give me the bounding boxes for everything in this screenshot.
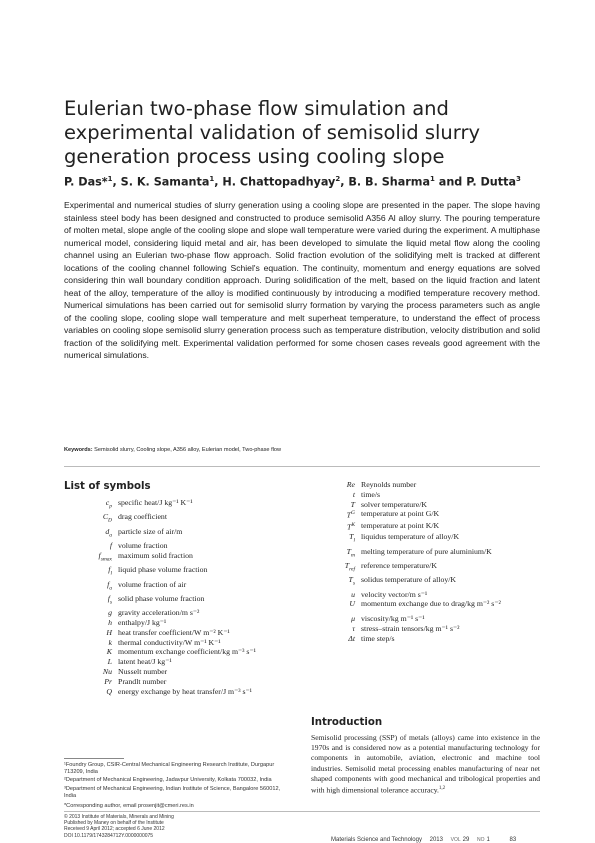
symbol-row bbox=[64, 580, 292, 594]
symbol-row bbox=[64, 667, 292, 677]
symbol-row bbox=[311, 490, 540, 500]
symbol-definition: viscosity/kg m⁻¹ s⁻¹ bbox=[361, 614, 425, 624]
symbol-definition: energy exchange by heat transfer/J m⁻³ s⁻¹ bbox=[118, 686, 253, 696]
symbol-definition: maximum solid fraction bbox=[118, 550, 193, 560]
symbol-definition: velocity vector/m s⁻¹ bbox=[361, 589, 428, 599]
abstract: Experimental and numerical studies of slurry generation using a cooling slope are presented in the paper. The slope having stainless steel body has been designed and constructed to produce semisolid A356 Al alloy slurry. The pouring temperature of molten metal, slope angle of the cooling slope and slope wall temperature were varied during the experiment. A multiphase numerical model, considering liquid metal and air, has been developed to simulate the liquid metal flow along the cooling channel using an Eulerian two-phase flow approach. Solid fraction evolution of the solidifying melt is tracked at different locations of the cooling channel following Schiel's equation. The continuity, momentum and energy equations are solved considering thin wall boundary condition approach. During solidification of the melt, based on the liquid fraction and latent heat of the alloy, temperature of the alloy is modified continuously by introducing a modified temperature recovery method. Numerical simulations has been carried out for semisolid slurry formation by varying the process parameters such as angle of the cooling slope, cooling slope wall temperature and melt superheat temperature, to understand the effect of process variables on cooling slope semisolid slurry generation process such as temperature distribution, velocity distribution and solid fraction of the solidifying melt. Experimental validation performed for some chosen cases reveals good agreement with the numerical simulations. bbox=[64, 200, 540, 360]
publisher-line: Published by Maney on behalf of the Institute bbox=[64, 820, 164, 827]
copyright-line: © 2013 Institute of Materials, Minerals and Mining bbox=[64, 814, 174, 820]
symbol-definition: latent heat/J kg⁻¹ bbox=[118, 657, 172, 667]
symbol-definition: temperature at point G/K bbox=[361, 509, 440, 519]
footer-rule bbox=[64, 811, 540, 812]
symbol-row bbox=[311, 624, 540, 634]
author-name: H. Chattopadhyay bbox=[222, 175, 336, 189]
symbol: t bbox=[352, 489, 355, 499]
symbol-row bbox=[64, 551, 292, 565]
symbol: T bbox=[350, 499, 355, 509]
journal-name: Materials Science and Technology bbox=[331, 837, 422, 843]
symbol-row bbox=[311, 509, 540, 520]
symbol-definition: solid phase volume fraction bbox=[118, 593, 205, 603]
volume-label: VOL bbox=[450, 837, 461, 843]
symbol: $C_D$ bbox=[102, 512, 112, 524]
symbol-definition: solidus temperature of alloy/K bbox=[361, 575, 457, 585]
symbol-definition: time/s bbox=[361, 489, 381, 499]
symbol-row bbox=[311, 599, 540, 609]
author-affiliation-mark: 3 bbox=[516, 175, 521, 183]
symbol-row bbox=[311, 532, 540, 546]
symbols-list-right bbox=[311, 480, 540, 644]
symbol-row bbox=[64, 541, 292, 551]
symbol-row bbox=[64, 677, 292, 687]
copyright-block bbox=[64, 814, 304, 839]
symbol-definition: momentum exchange due to drag/kg m⁻² s⁻² bbox=[361, 599, 501, 609]
symbol: τ bbox=[352, 623, 355, 633]
corresponding-author: *Corresponding author, email prosenjit@cmeri.res.in bbox=[64, 803, 194, 810]
affiliation-footnotes bbox=[64, 762, 292, 811]
symbol-definition: time step/s bbox=[361, 633, 395, 643]
journal-year: 2013 bbox=[429, 837, 443, 843]
symbol-definition: gravity acceleration/m s⁻² bbox=[118, 608, 200, 618]
symbol-row bbox=[64, 628, 292, 638]
symbol-definition: Nusselt number bbox=[118, 666, 168, 676]
symbol: $c_p$ bbox=[105, 498, 112, 510]
doi-line: DOI 10.1179/1743284712Y.0000000075 bbox=[64, 832, 154, 839]
symbol-definition: solver temperature/K bbox=[361, 499, 428, 509]
symbol-row bbox=[311, 521, 540, 532]
symbol: $f_s$ bbox=[107, 593, 112, 606]
author-name: B. B. Sharma bbox=[348, 175, 431, 189]
symbol: Δt bbox=[348, 633, 355, 643]
footnote: ¹Foundry Group, CSIR-Central Mechanical Engineering Research Institute, Durgapur 713209, India bbox=[64, 762, 275, 776]
symbol-definition: Reynolds number bbox=[361, 480, 417, 489]
symbol-row bbox=[311, 500, 540, 510]
page-number: 83 bbox=[509, 837, 517, 843]
symbol: $T_m$ bbox=[346, 546, 355, 559]
symbol-definition: melting temperature of pure aluminium/K bbox=[361, 546, 492, 556]
symbol: U bbox=[349, 599, 355, 609]
issue-number: 1 bbox=[486, 837, 490, 843]
symbol-row bbox=[311, 575, 540, 589]
symbol: g bbox=[108, 608, 112, 618]
symbols-list-left bbox=[64, 498, 292, 696]
symbol-definition: volume fraction of air bbox=[118, 579, 187, 589]
symbol: $T_{ref}$ bbox=[344, 560, 355, 573]
introduction-citation: 1,2 bbox=[438, 786, 446, 792]
received-line: Received 9 April 2012; accepted 6 June 2012 bbox=[64, 826, 165, 833]
symbol-definition: particle size of air/m bbox=[118, 526, 183, 536]
symbol-definition: reference temperature/K bbox=[361, 560, 437, 570]
symbol-row bbox=[64, 638, 292, 648]
introduction-body: Semisolid processing (SSP) of metals (alloys) came into existence in the 1970s and is considered now as a potential manufacturing technology for components in automobile, aviation, electronic and machine tool industries. Semisolid metal processing enables manufacturing of near net shaped components with good mechanical and tribological properties and with high dimensional tolerance accuracy. bbox=[311, 733, 540, 795]
footnote-rule bbox=[64, 758, 124, 759]
footnote: ²Department of Mechanical Engineering, Jadavpur University, Kolkata 700032, India bbox=[64, 777, 272, 784]
symbol: k bbox=[108, 637, 112, 647]
author-name: P. Das* bbox=[64, 175, 108, 189]
symbol: $f_l$ bbox=[108, 565, 112, 577]
symbol: Nu bbox=[102, 666, 112, 676]
symbol: Pr bbox=[104, 676, 112, 686]
symbol: $T_s$ bbox=[348, 575, 355, 587]
symbol: Re bbox=[346, 480, 355, 489]
symbol-row bbox=[64, 657, 292, 667]
volume-number: 29 bbox=[462, 837, 470, 843]
symbol-definition: temperature at point K/K bbox=[361, 520, 440, 530]
symbol-definition: liquidus temperature of alloy/K bbox=[361, 532, 460, 542]
symbol-row bbox=[64, 618, 292, 628]
author-affiliation-mark: 2 bbox=[335, 175, 341, 183]
symbol-row bbox=[311, 634, 540, 644]
symbol-row bbox=[311, 561, 540, 575]
symbol: $d_a$ bbox=[105, 526, 112, 539]
symbol-definition: specific heat/J kg⁻¹ K⁻¹ bbox=[118, 498, 193, 507]
symbol: u bbox=[351, 589, 355, 599]
author-name: P. Dutta bbox=[466, 175, 516, 189]
symbol-row bbox=[64, 565, 292, 579]
symbol-definition: Prandlt number bbox=[118, 676, 167, 686]
symbol-definition: heat transfer coefficient/W m⁻² K⁻¹ bbox=[118, 627, 230, 637]
introduction-heading: Introduction bbox=[311, 717, 383, 728]
symbol-row bbox=[64, 498, 292, 512]
symbol-definition: momentum exchange coefficient/kg m⁻³ s⁻¹ bbox=[118, 647, 256, 657]
symbol: K bbox=[106, 647, 112, 657]
symbol: Q bbox=[106, 686, 112, 696]
journal-footer bbox=[331, 837, 522, 843]
author-affiliation-mark: 1 bbox=[430, 175, 435, 183]
symbol: $T^K$ bbox=[346, 521, 355, 532]
symbol: μ bbox=[351, 614, 355, 624]
symbol: H bbox=[106, 627, 112, 637]
author-name: S. K. Samanta bbox=[120, 175, 210, 189]
symbol-definition: stress–strain tensors/kg m⁻¹ s⁻² bbox=[361, 623, 460, 633]
symbol-row bbox=[311, 590, 540, 600]
keywords bbox=[64, 447, 540, 453]
symbol-row bbox=[64, 608, 292, 618]
symbol: $f_{smax}$ bbox=[98, 550, 112, 563]
symbol-definition: volume fraction bbox=[118, 541, 168, 551]
symbol-definition: drag coefficient bbox=[118, 512, 167, 522]
introduction-text bbox=[311, 733, 540, 796]
paper-title: Eulerian two-phase flow simulation and experimental validation of semisolid slurry generation process using cooling slope bbox=[64, 97, 481, 169]
symbol: h bbox=[108, 618, 112, 627]
symbol-row bbox=[64, 647, 292, 657]
issue-label: NO bbox=[477, 837, 485, 843]
keywords-label: Keywords: bbox=[64, 447, 93, 453]
symbol-definition: liquid phase volume fraction bbox=[118, 565, 208, 575]
footnote: ³Department of Mechanical Engineering, Indian Institute of Science, Bangalore 560012, India bbox=[64, 785, 281, 799]
author-affiliation-mark: 1 bbox=[209, 175, 215, 183]
symbol: $T^G$ bbox=[346, 510, 355, 520]
author-list: P. Das*$^1$, S. K. Samanta$^1$, H. Chattopadhyay$^2$, B. B. Sharma$^1$ and P. Dutta$^3$ bbox=[64, 175, 521, 189]
symbol-row bbox=[311, 547, 540, 561]
symbol-row bbox=[64, 594, 292, 608]
symbol: f bbox=[109, 541, 112, 551]
symbol-row bbox=[311, 480, 540, 490]
symbol-row bbox=[64, 527, 292, 541]
symbol-definition: enthalpy/J kg⁻¹ bbox=[118, 618, 167, 627]
author-affiliation-mark: 1 bbox=[107, 175, 113, 183]
symbols-heading: List of symbols bbox=[64, 481, 151, 492]
symbol: L bbox=[107, 657, 112, 667]
symbol-row bbox=[311, 614, 540, 624]
symbol-definition: thermal conductivity/W m⁻¹ K⁻¹ bbox=[118, 637, 221, 647]
symbol: $T_l$ bbox=[349, 532, 355, 544]
section-divider bbox=[64, 466, 540, 467]
symbol: $f_a$ bbox=[107, 579, 112, 592]
symbol-row bbox=[64, 512, 292, 526]
symbol-row bbox=[64, 687, 292, 697]
keywords-text: Semisolid slurry, Cooling slope, A356 alloy, Eulerian model, Two-phase flow bbox=[94, 447, 282, 453]
